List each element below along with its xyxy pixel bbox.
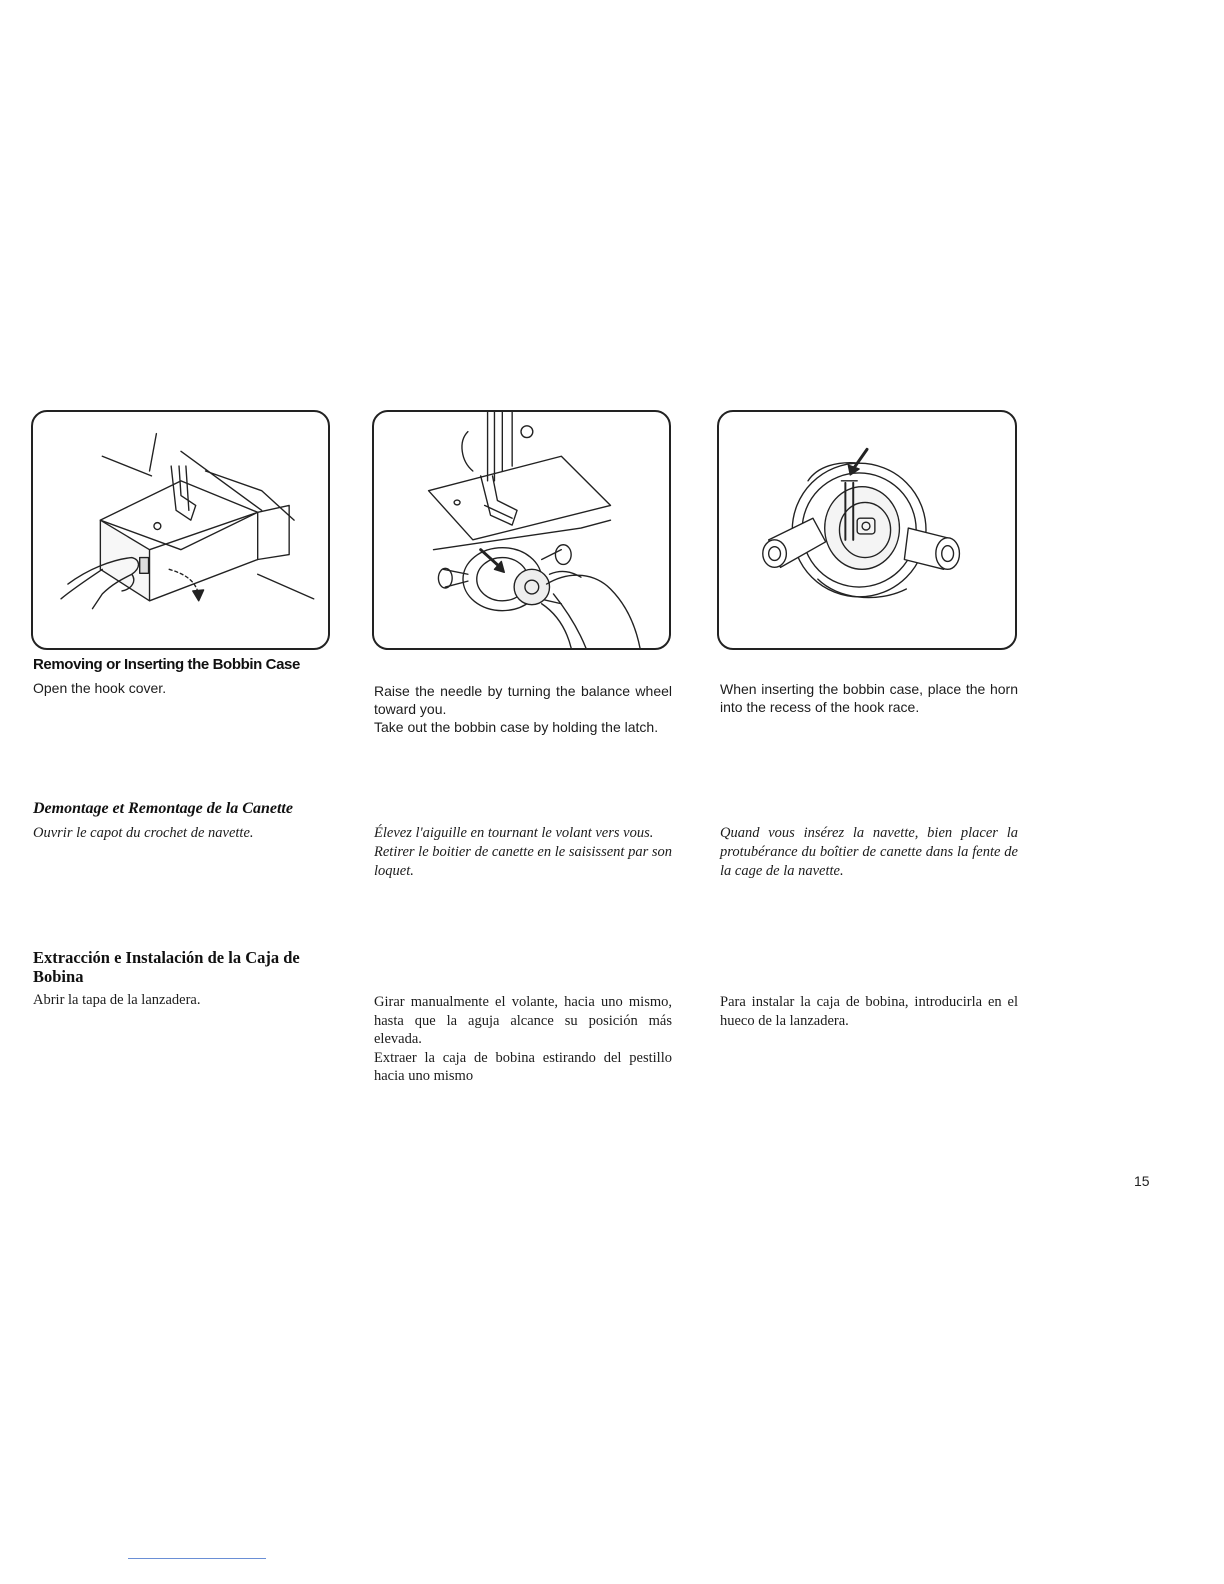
insert-bobbin-case-icon (719, 412, 1015, 648)
bottom-rule (128, 1558, 266, 1559)
english-step2-line1: Raise the needle by turning the balance wheel toward you. (374, 683, 672, 717)
spanish-heading: Extracción e Instalación de la Caja de Bobina (33, 948, 300, 986)
french-step2-line2: Retirer le boitier de canette en le saisissent par son loquet. (374, 844, 672, 879)
english-heading: Removing or Inserting the Bobbin Case (33, 656, 300, 673)
open-hook-cover-icon (33, 412, 328, 648)
french-step3: Quand vous insérez la navette, bien placer la protubérance du boîtier de canette dans la fente de la cage de la navette. (720, 825, 1018, 879)
figure-insert-bobbin-case (717, 410, 1017, 650)
page-number: 15 (1134, 1173, 1150, 1189)
english-step1: Open the hook cover. (33, 680, 167, 696)
spanish-step2-text (374, 993, 672, 1086)
spanish-step2-line2: Extraer la caja de bobina estirando del pestillo hacia uno mismo (374, 1049, 672, 1084)
french-heading: Demontage et Remontage de la Canette (33, 800, 293, 817)
figure-remove-bobbin-case (372, 410, 671, 650)
french-step2-line1: Élevez l'aiguille en tournant le volant vers vous. (374, 825, 654, 841)
spanish-step3: Para instalar la caja de bobina, introducirla en el hueco de la lanzadera. (720, 994, 1018, 1029)
spanish-step1: Abrir la tapa de la lanzadera. (33, 992, 201, 1008)
english-step2-line2: Take out the bobbin case by holding the latch. (374, 719, 659, 735)
french-step2-text (374, 824, 672, 881)
remove-bobbin-case-icon (374, 412, 669, 648)
english-step2-text (374, 682, 672, 736)
figure-open-hook-cover (31, 410, 330, 650)
english-step3: When inserting the bobbin case, place the horn into the recess of the hook race. (720, 681, 1018, 715)
spanish-step2-line1: Girar manualmente el volante, hacia uno mismo, hasta que la aguja alcance su posición más elevada. (374, 994, 672, 1047)
french-step1: Ouvrir le capot du crochet de navette. (33, 825, 254, 841)
